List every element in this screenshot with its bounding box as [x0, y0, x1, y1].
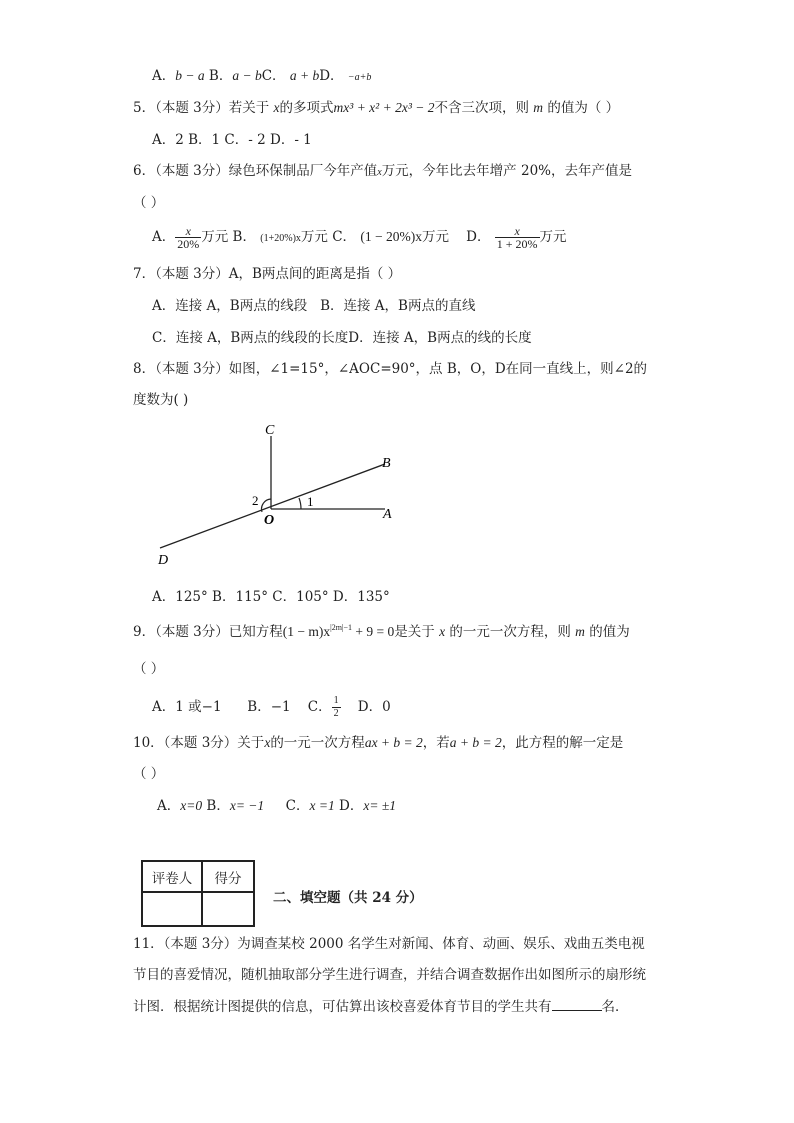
q9-option-c-fraction — [332, 695, 341, 720]
label-b: B — [382, 456, 391, 471]
q9-c-denominator: 2 — [333, 708, 339, 719]
q10-equation: ax + b = 2 — [364, 735, 423, 750]
q7-option-d: D．连接 A，B两点的线的长度 — [348, 330, 532, 346]
q6-a-numerator: x — [175, 225, 201, 238]
label-angle-2: 2 — [252, 493, 259, 508]
q4-option-a: A． — [152, 68, 176, 84]
reviewer-header: 评卷人 — [142, 861, 202, 892]
q4-options — [152, 67, 371, 87]
q10-option-c: C． — [285, 798, 310, 814]
q10-option-c-expr: x =1 — [309, 798, 335, 813]
q5-suffix: 不含三次项，则 — [434, 100, 529, 116]
q9-options — [152, 692, 391, 722]
q6-var-x: x — [377, 167, 382, 178]
q7-option-b: B．连接 A，B两点的直线 — [320, 298, 476, 314]
label-angle-1: 1 — [307, 494, 314, 509]
q6-stem — [133, 162, 632, 182]
q6-option-c: C． — [332, 229, 357, 245]
angle-1-arc — [299, 498, 301, 509]
q6-b-unit: 万元 — [300, 229, 328, 245]
q10-text: 10．（本题 3分）关于 — [133, 735, 265, 751]
score-header: 得分 — [202, 861, 254, 892]
q5-end: 的值为（ ） — [547, 100, 620, 116]
q9-paren: （ ） — [133, 661, 165, 677]
q6-option-c-expr: (1 − 20%)x — [360, 229, 422, 244]
q7-stem: 7．（本题 3分）A，B两点间的距离是指（ ） — [133, 266, 402, 282]
q10-option-a-expr: x=0 — [180, 798, 203, 813]
q10-text2: 的一元一次方程 — [270, 735, 365, 751]
q7-option-a: A．连接 A，B两点的线段 — [152, 298, 308, 314]
q10-var-x: x — [264, 735, 271, 750]
q9-eq-exponent: |2m|−1 — [330, 623, 353, 632]
q10-option-d-expr: x= ±1 — [363, 798, 396, 813]
reviewer-cell[interactable] — [142, 892, 202, 926]
score-cell[interactable] — [202, 892, 254, 926]
q9-option-b: B．−1 — [247, 699, 291, 715]
q9-text4: 的值为 — [589, 624, 630, 640]
q9-eq-rest: + 9 = 0 — [355, 624, 395, 639]
q5-stem — [133, 99, 619, 117]
q10-option-b-expr: x= −1 — [229, 798, 265, 813]
q6-option-a-fraction — [175, 225, 201, 250]
q9-option-a: A．1 或−1 — [152, 699, 222, 715]
angle-figure — [150, 415, 410, 575]
q6-text: 6．（本题 3分）绿色环保制品厂今年产值 — [133, 163, 378, 179]
q9-text3: 的一元一次方程，则 — [449, 624, 571, 640]
q6-option-d-fraction — [495, 225, 540, 250]
q7-option-c: C．连接 A，B两点的线段的长度 — [152, 330, 349, 346]
q9-var-x: x — [439, 624, 446, 639]
q9-equation — [283, 624, 395, 639]
q6-c-unit: 万元 — [421, 229, 449, 245]
label-a: A — [383, 507, 392, 522]
q10-options — [157, 797, 396, 815]
q4-option-c-expr: a + b — [289, 68, 320, 83]
q5-prefix: 5．（本题 3分）若关于 — [133, 100, 270, 116]
q6-options — [152, 222, 567, 254]
label-c: C — [265, 423, 275, 438]
q11-line3-text: 计图．根据统计图提供的信息，可估算出该校喜爱体育节目的学生共有 — [133, 999, 552, 1015]
q6-text2: 万元，今年比去年增产 20%，去年产值是 — [381, 163, 632, 179]
q9-option-c: C． — [307, 699, 332, 715]
q11-line3-end: 名． — [601, 999, 629, 1015]
q10-option-b: B． — [206, 798, 230, 814]
label-o: O — [264, 513, 275, 528]
q6-option-b-expr: (1+20%)x — [260, 233, 301, 244]
q6-option-a: A． — [152, 229, 176, 245]
q8-stem: 8．（本题 3分）如图，∠1=15°，∠AOC=90°，点 B，O，D在同一直线上，则∠2的 — [133, 361, 648, 377]
answer-blank[interactable] — [552, 998, 602, 1011]
q10-text4: ，此方程的解一定是 — [501, 735, 624, 751]
q6-paren: （ ） — [133, 195, 165, 211]
q7-options-row2 — [152, 329, 532, 347]
line-bd — [160, 464, 385, 548]
score-table — [141, 860, 255, 927]
q8-stem-line2: 度数为( ) — [133, 392, 189, 408]
q9-option-d: D．0 — [357, 699, 391, 715]
q6-d-numerator: x — [495, 225, 540, 238]
q6-option-d: D． — [466, 229, 491, 245]
q11-line1: 11．（本题 3分）为调查某校 2000 名学生对新闻、体育、动画、娱乐、戏曲五类电视 — [133, 936, 645, 952]
q4-option-d-expr: −a+b — [347, 72, 372, 83]
q9-c-numerator: 1 — [333, 695, 339, 706]
q10-stem — [133, 734, 623, 752]
q11-line2: 节目的喜爱情况，随机抽取部分学生进行调查，并结合调查数据作出如图所示的扇形统 — [133, 967, 646, 983]
q5-options: A．2 B．1 C．- 2 D．- 1 — [152, 132, 312, 148]
q5-mid: 的多项式 — [279, 100, 334, 116]
q10-paren: （ ） — [133, 766, 165, 782]
q9-text2: 是关于 — [394, 624, 435, 640]
q10-option-d: D． — [339, 798, 364, 814]
q5-var-x: x — [273, 100, 280, 115]
q4-option-c: C． — [261, 68, 286, 84]
q6-d-denominator: 1 + 20% — [496, 237, 538, 251]
q10-option-a: A． — [157, 798, 181, 814]
label-d: D — [158, 553, 169, 568]
q7-options-row1 — [152, 297, 475, 315]
q4-option-b-expr: a − b — [232, 68, 262, 83]
q6-a-denominator: 20% — [177, 237, 200, 251]
q4-option-b: B． — [208, 68, 233, 84]
q5-polynomial: mx³ + x² + 2x³ − 2 — [333, 100, 435, 115]
q6-d-unit: 万元 — [539, 229, 567, 245]
q9-eq-base: (1 − m)x — [282, 624, 331, 639]
q11-line3 — [133, 998, 629, 1016]
q4-option-d: D． — [319, 68, 344, 84]
q10-condition: a + b = 2 — [449, 735, 502, 750]
q10-text3: ，若 — [422, 735, 450, 751]
q9-text: 9．（本题 3分）已知方程 — [133, 624, 283, 640]
q6-a-unit: 万元 — [201, 229, 229, 245]
q9-var-m: m — [575, 624, 585, 639]
section-title: 二、填空题（共 24 分） — [273, 890, 423, 906]
q9-stem — [133, 623, 630, 641]
q8-options: A．125° B．115° C．105° D．135° — [152, 589, 390, 605]
q5-var-m: m — [533, 100, 544, 115]
q6-option-b: B． — [232, 229, 256, 245]
q4-option-a-expr: b − a — [175, 68, 205, 83]
